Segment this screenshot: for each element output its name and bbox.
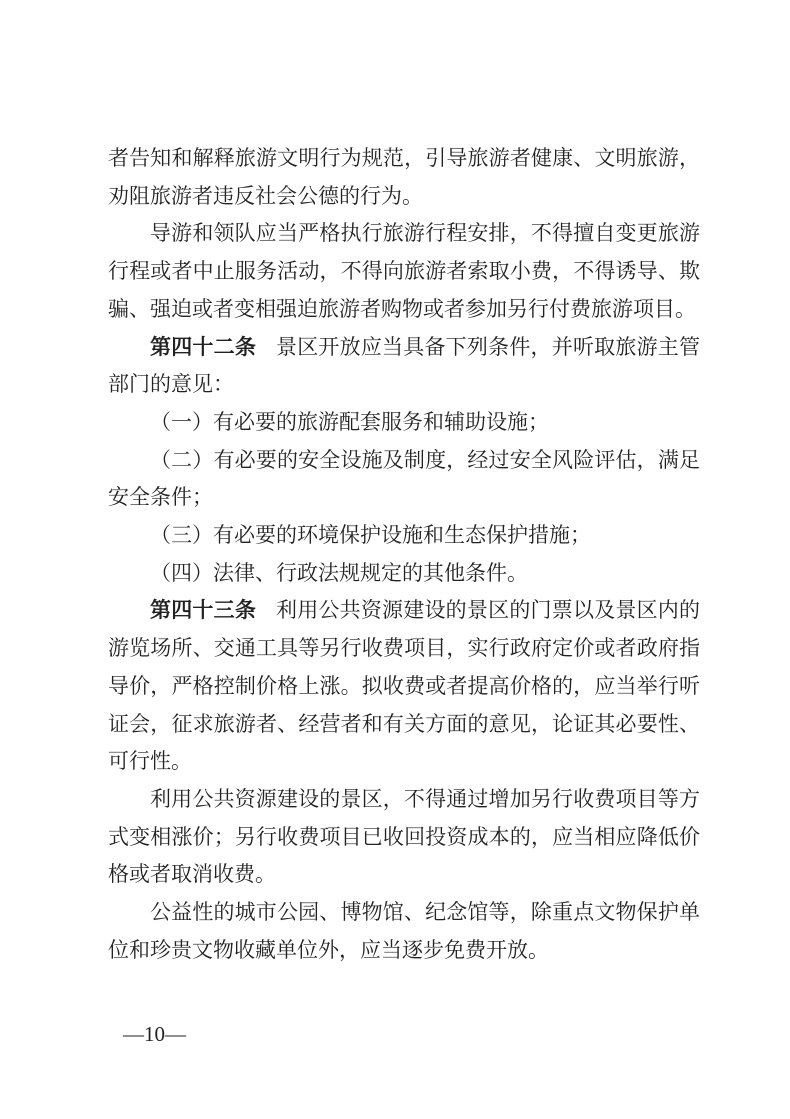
paragraph: 导游和领队应当严格执行旅游行程安排，不得擅自变更旅游行程或者中止服务活动，不得向旅游者索取小费，不得诱导、欺骗、强迫或者变相强迫旅游者购物或者参加另行付费旅游项目。 — [108, 221, 700, 321]
paragraph: （四）法律、行政法规规定的其他条件。 — [150, 560, 528, 585]
paragraph: （二）有必要的安全设施及制度，经过安全风险评估，满足安全条件； — [108, 447, 700, 510]
paragraph: 公益性的城市公园、博物馆、纪念馆等，除重点文物保护单位和珍贵文物收藏单位外，应当逐步免费开放。 — [108, 900, 700, 962]
article-paragraph — [108, 329, 700, 404]
article-number: 第四十二条 — [150, 335, 257, 359]
paragraph-text: 景区开放应当具备下列条件，并听取旅游主管部门的意见： — [108, 334, 701, 397]
paragraph-text: 利用公共资源建设的景区的门票以及景区内的游览场所、交通工具等另行收费项目，实行政府定价或者政府指导价，严格控制价格上涨。拟收费或者提高价格的，应当举行听证会，征求旅游者、经营者和有关方面的意见，论证其必要性、可行性。 — [108, 598, 701, 774]
article-paragraph — [108, 592, 700, 781]
paragraph: （一）有必要的旅游配套服务和辅助设施； — [150, 409, 549, 434]
document-body — [108, 140, 700, 969]
paragraph: 利用公共资源建设的景区，不得通过增加另行收费项目等方式变相涨价；另行收费项目已收回投资成本的，应当相应降低价格或者取消收费。 — [108, 786, 700, 887]
page-number: —10— — [123, 1022, 186, 1046]
paragraph: 者告知和解释旅游文明行为规范，引导旅游者健康、文明旅游，劝阻旅游者违反社会公德的行为。 — [108, 146, 700, 208]
paragraph: （三）有必要的环境保护设施和生态保护措施； — [150, 523, 591, 548]
article-number: 第四十三条 — [150, 599, 257, 623]
page-footer — [123, 1022, 186, 1046]
